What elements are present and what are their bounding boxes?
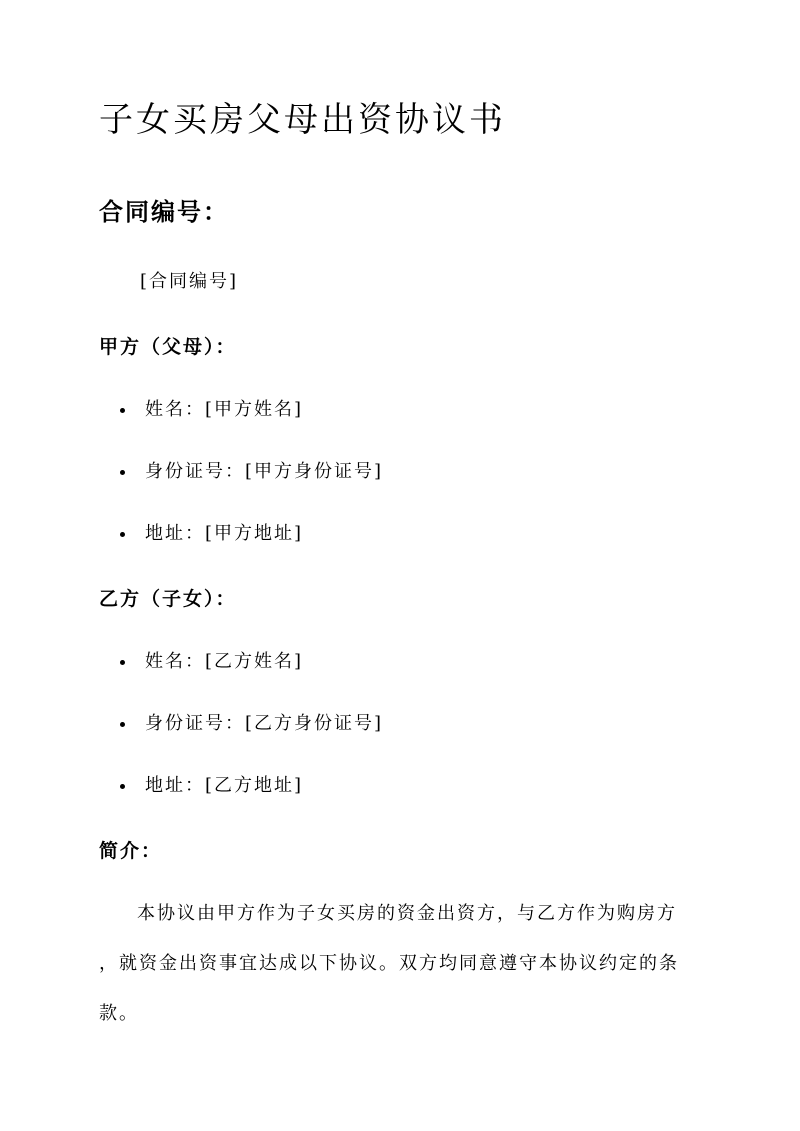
party-b-name: 姓名：[乙方姓名] [145,651,304,672]
contract-number-placeholder: [合同编号] [140,271,239,292]
party-b-id-number: 身份证号：[乙方身份证号] [145,713,384,734]
party-a-name: 姓名：[甲方姓名] [145,399,304,420]
party-b-address: 地址：[乙方地址] [145,775,304,796]
bullet-dot-icon [120,722,125,727]
intro-heading: 简介： [99,840,163,862]
party-b-heading: 乙方（子女）： [99,588,237,610]
intro-line-2: ，就资金出资事宜达成以下协议。双方均同意遵守本协议约定的条 [99,953,679,974]
contract-number-heading: 合同编号： [99,197,229,226]
bullet-dot-icon [120,784,125,789]
bullet-dot-icon [120,660,125,665]
party-a-heading: 甲方（父母）： [99,336,237,358]
bullet-dot-icon [120,470,125,475]
bullet-dot-icon [120,408,125,413]
party-a-address: 地址：[甲方地址] [145,523,304,544]
intro-line-3: 款。 [99,1003,139,1024]
document-title: 子女买房父母出资协议书 [99,100,506,140]
intro-line-1: 本协议由甲方作为子女买房的资金出资方，与乙方作为购房方 [137,903,677,924]
party-a-id-number: 身份证号：[甲方身份证号] [145,461,384,482]
bullet-dot-icon [120,532,125,537]
